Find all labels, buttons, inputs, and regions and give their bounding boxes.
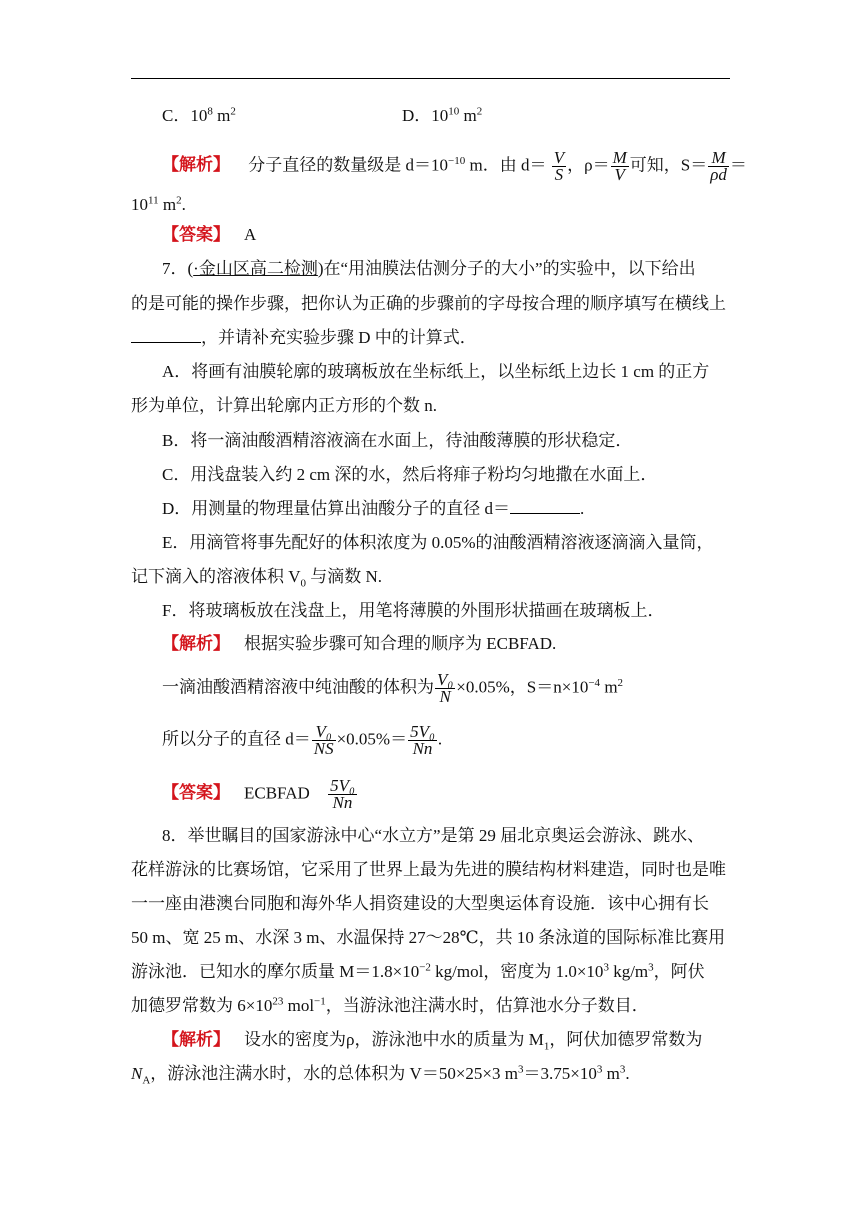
- q7-step-f: F．将玻璃板放在浅盘上，用笔将薄膜的外围形状描画在玻璃板上．: [162, 601, 665, 620]
- q8-line1: 8．举世瞩目的国家游泳中心“水立方”是第 29 届北京奥运会游泳、跳水、: [162, 826, 705, 845]
- q7-step-b: B．将一滴油酸酒精溶液滴在水面上，待油酸薄膜的形状稳定．: [162, 431, 633, 450]
- q7-answer: 【答案】 ECBFAD $\frac{\text{5V₀}}{Nn}$: [162, 776, 355, 812]
- q8-line5: 游泳池．已知水的摩尔质量 $M=1.8\times 10^{-2}$ kg/mol，密度为 $1.0\times 10^3$ $kg/m^3$，阿伏: [131, 961, 705, 981]
- q7-step-e-2: 记下滴入的溶液体积 $V_0$ 与滴数 N.: [131, 567, 383, 590]
- q7-analysis: 【解析】 根据实验步骤可知合理的顺序为 ECBFAD.: [162, 634, 557, 653]
- q6-analysis-line2: $10^{11}$ $m^2$.: [131, 194, 186, 214]
- q7-line3: ，并请补充实验步骤 D 中的计算式．: [131, 327, 731, 349]
- q7-line1: 7．(·金山区高二检测)在“用油膜法估测分子的大小”的实验中，以下给出: [162, 259, 696, 278]
- fraction: $\frac{V}{S}$: [553, 148, 565, 184]
- answer-tag: 【答案】: [162, 225, 230, 244]
- header-rule: [131, 78, 730, 79]
- option-c: C．$10^8$ $m^2$: [162, 105, 236, 125]
- q8-analysis-line2: $N_A$，游泳池注满水时，水的总体积为 V＝50×25×3 $m^3=3.75\times 10^3$ $m^3$.: [131, 1063, 630, 1087]
- fraction: $\frac{\text{V₀}}{N}$: [437, 670, 454, 706]
- q7-step-a-2: 形为单位，计算出轮廓内正方形的个数 n.: [131, 396, 437, 415]
- q7-step-e-1: E．用滴管将事先配好的体积浓度为 0.05%的油酸酒精溶液逐滴滴入量筒，: [162, 533, 714, 552]
- q8-line6: 加德罗常数为 $6\times 10^{23}$ mol$^{-1}$，当游泳池注满水时，估算池水分子数目．: [131, 995, 649, 1015]
- fraction: $\frac{M}{V}$: [612, 148, 627, 184]
- q8-line4: 50 m、宽 25 m、水深 3 m、水温保持 27～28℃，共 10 条泳道的国际标准比赛用: [131, 928, 726, 947]
- q6-analysis: 【解析】 分子直径的数量级是 $d=10^{-10}$ m．由 d＝ $\frac{V}{S}$ ，ρ＝ $\frac{M}{V}$ 可知，S＝ $\frac{M}{\rho d}$ ＝: [162, 148, 747, 184]
- analysis-tag: 【解析】: [162, 1030, 230, 1049]
- q7-volume: 一滴油酸酒精溶液中纯油酸的体积为 $\frac{\text{V₀}}{N}$ ×0.05%，$S=n\times 10^{-4}$ $m^2$: [162, 670, 624, 706]
- answer-blank: [510, 499, 580, 514]
- analysis-tag: 【解析】: [162, 155, 230, 175]
- fraction: $\frac{\text{5V₀}}{Nn}$: [410, 722, 435, 758]
- fraction: $\frac{\text{V₀}}{NS}$: [313, 722, 334, 758]
- option-d: D．$10^{10}$ $m^2$: [402, 105, 483, 125]
- q7-step-d: D．用测量的物理量估算出油酸分子的直径 d＝ .: [162, 499, 585, 518]
- q6-answer: 【答案】 A: [162, 225, 257, 244]
- q7-line2: 的是可能的操作步骤，把你认为正确的步骤前的字母按合理的顺序填写在横线上: [131, 294, 726, 313]
- q7-step-c: C．用浅盘装入约 2 cm 深的水，然后将痱子粉均匀地撒在水面上．: [162, 465, 658, 484]
- q8-line2: 花样游泳的比赛场馆，它采用了世界上最为先进的膜结构材料建造，同时也是唯: [131, 860, 726, 879]
- analysis-tag: 【解析】: [162, 634, 230, 653]
- q7-step-a-1: A．将画有油膜轮廓的玻璃板放在坐标纸上，以坐标纸上边长 1 cm 的正方: [162, 362, 710, 381]
- fraction: $\frac{M}{\rho d}$: [710, 148, 727, 184]
- q8-line3: 一一座由港澳台同胞和海外华人捐资建设的大型奥运体育设施．该中心拥有长: [131, 894, 709, 913]
- answer-blank: [131, 328, 201, 343]
- q8-analysis: 【解析】 设水的密度为ρ，游泳池中水的质量为 $M_1$，阿伏加德罗常数为: [162, 1030, 703, 1053]
- answer-tag: 【答案】: [162, 783, 230, 803]
- fraction: $\frac{\text{5V₀}}{Nn}$: [330, 776, 355, 812]
- q7-diameter: 所以分子的直径 d＝ $\frac{\text{V₀}}{NS}$ ×0.05%＝ $\frac{\text{5V₀}}{Nn}$ .: [162, 722, 443, 758]
